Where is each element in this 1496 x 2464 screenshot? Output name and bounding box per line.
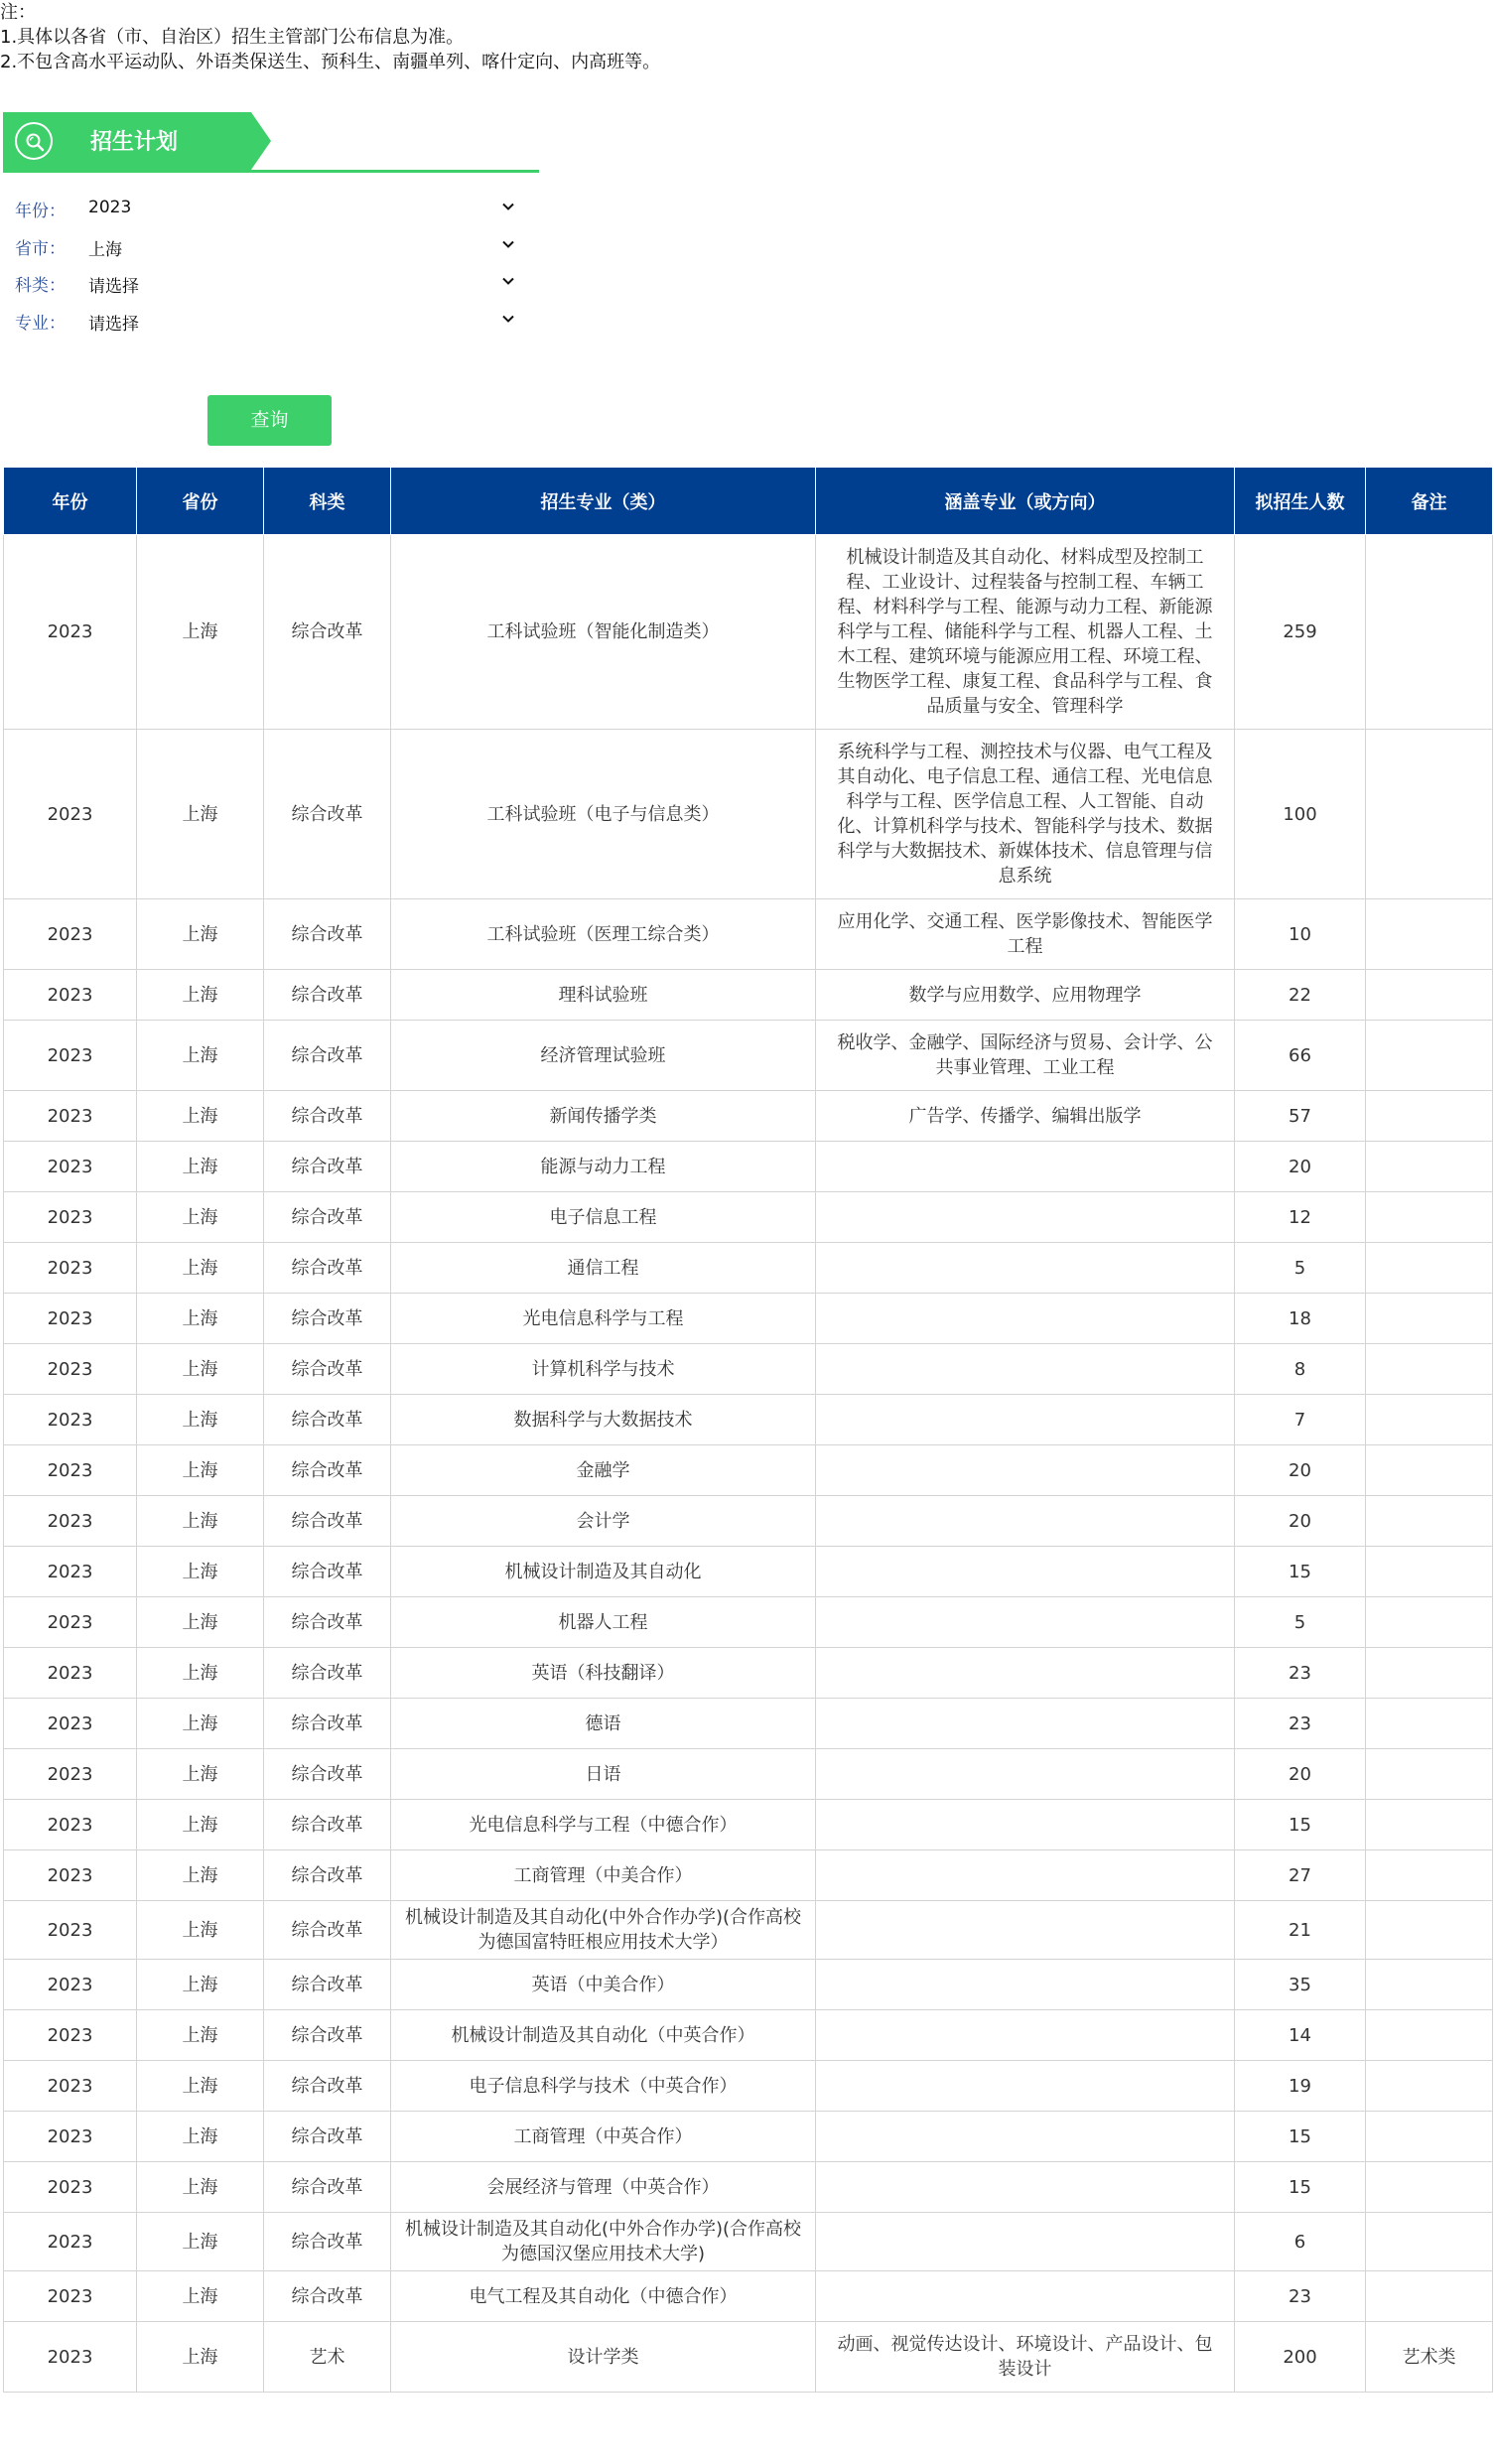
category-select[interactable] — [88, 266, 525, 298]
cell-year: 2023 — [4, 1243, 137, 1294]
cell-covered-majors — [816, 1547, 1235, 1597]
cell-province: 上海 — [137, 1496, 264, 1547]
table-row — [4, 1445, 1493, 1496]
cell-province: 上海 — [137, 535, 264, 730]
cell-planned-count: 27 — [1235, 1850, 1366, 1901]
cell-covered-majors — [816, 1445, 1235, 1496]
table-row — [4, 2112, 1493, 2162]
cell-province: 上海 — [137, 1800, 264, 1850]
cell-province: 上海 — [137, 1142, 264, 1192]
cell-covered-majors: 动画、视觉传达设计、环境设计、产品设计、包装设计 — [816, 2322, 1235, 2393]
table-row — [4, 2213, 1493, 2271]
cell-remarks — [1366, 1850, 1493, 1901]
filter-major-label: 专业： — [15, 314, 66, 334]
cell-planned-count: 10 — [1235, 899, 1366, 970]
notes-line-1: 1.具体以各省（市、自治区）招生主管部门公布信息为准。 — [0, 27, 465, 48]
cell-category: 综合改革 — [264, 1021, 391, 1091]
cell-covered-majors: 税收学、金融学、国际经济与贸易、会计学、公共事业管理、工业工程 — [816, 1021, 1235, 1091]
cell-major: 会展经济与管理（中英合作） — [391, 2162, 816, 2213]
table-row — [4, 1192, 1493, 1243]
cell-year: 2023 — [4, 1344, 137, 1395]
cell-covered-majors — [816, 1243, 1235, 1294]
cell-category: 综合改革 — [264, 1496, 391, 1547]
cell-remarks — [1366, 535, 1493, 730]
cell-covered-majors: 应用化学、交通工程、医学影像技术、智能医学工程 — [816, 899, 1235, 970]
cell-covered-majors — [816, 2061, 1235, 2112]
cell-covered-majors: 机械设计制造及其自动化、材料成型及控制工程、工业设计、过程装备与控制工程、车辆工程、材料科学与工程、能源与动力工程、新能源科学与工程、储能科学与工程、机器人工程、土木工程、建筑环境与能源应用工程、环境工程、生物医学工程、康复工程、食品科学与工程、食品质量与安全、管理科学 — [816, 535, 1235, 730]
cell-remarks — [1366, 1648, 1493, 1699]
cell-major: 机械设计制造及其自动化(中外合作办学)(合作高校为德国汉堡应用技术大学) — [391, 2213, 816, 2271]
cell-year: 2023 — [4, 1395, 137, 1445]
cell-year: 2023 — [4, 2061, 137, 2112]
cell-major: 工科试验班（医理工综合类） — [391, 899, 816, 970]
cell-year: 2023 — [4, 1496, 137, 1547]
cell-category: 综合改革 — [264, 1850, 391, 1901]
cell-year: 2023 — [4, 1960, 137, 2010]
cell-province: 上海 — [137, 1960, 264, 2010]
cell-category: 综合改革 — [264, 2271, 391, 2322]
cell-year: 2023 — [4, 1597, 137, 1648]
cell-year: 2023 — [4, 2112, 137, 2162]
cell-remarks — [1366, 2271, 1493, 2322]
cell-year: 2023 — [4, 1547, 137, 1597]
province-select-value: 上海 — [88, 240, 122, 260]
cell-category: 综合改革 — [264, 1749, 391, 1800]
cell-year: 2023 — [4, 1850, 137, 1901]
cell-category: 综合改革 — [264, 1547, 391, 1597]
cell-major: 光电信息科学与工程（中德合作） — [391, 1800, 816, 1850]
cell-planned-count: 23 — [1235, 1648, 1366, 1699]
cell-covered-majors — [816, 2213, 1235, 2271]
cell-remarks — [1366, 1142, 1493, 1192]
cell-remarks — [1366, 1597, 1493, 1648]
chevron-down-icon — [500, 199, 516, 214]
cell-province: 上海 — [137, 2162, 264, 2213]
cell-province: 上海 — [137, 1699, 264, 1749]
cell-major: 电子信息工程 — [391, 1192, 816, 1243]
plan-header — [3, 112, 539, 175]
cell-planned-count: 15 — [1235, 1547, 1366, 1597]
table-row — [4, 1800, 1493, 1850]
cell-category: 综合改革 — [264, 535, 391, 730]
filter-year — [15, 192, 511, 223]
table-row — [4, 1091, 1493, 1142]
cell-remarks — [1366, 1445, 1493, 1496]
chevron-down-icon — [500, 236, 516, 252]
notes-line-2: 2.不包含高水平运动队、外语类保送生、预科生、南疆单列、喀什定向、内高班等。 — [0, 52, 661, 72]
cell-remarks — [1366, 1496, 1493, 1547]
admission-plan-table — [3, 467, 1493, 2393]
major-select[interactable] — [88, 304, 525, 336]
cell-remarks — [1366, 2213, 1493, 2271]
cell-major: 英语（中美合作） — [391, 1960, 816, 2010]
cell-category: 综合改革 — [264, 1294, 391, 1344]
cell-year: 2023 — [4, 2271, 137, 2322]
year-select-value: 2023 — [88, 198, 132, 217]
cell-category: 综合改革 — [264, 1344, 391, 1395]
header-province: 省份 — [137, 468, 264, 535]
cell-planned-count: 259 — [1235, 535, 1366, 730]
cell-category: 艺术 — [264, 2322, 391, 2393]
cell-remarks — [1366, 1699, 1493, 1749]
table-row — [4, 2162, 1493, 2213]
cell-planned-count: 14 — [1235, 2010, 1366, 2061]
cell-remarks — [1366, 1395, 1493, 1445]
cell-remarks — [1366, 1344, 1493, 1395]
cell-year: 2023 — [4, 2010, 137, 2061]
cell-major: 理科试验班 — [391, 970, 816, 1021]
cell-category: 综合改革 — [264, 970, 391, 1021]
cell-planned-count: 15 — [1235, 1800, 1366, 1850]
cell-major: 工科试验班（智能化制造类） — [391, 535, 816, 730]
table-row — [4, 1901, 1493, 1960]
cell-province: 上海 — [137, 2010, 264, 2061]
cell-remarks: 艺术类 — [1366, 2322, 1493, 2393]
cell-planned-count: 8 — [1235, 1344, 1366, 1395]
cell-covered-majors — [816, 1901, 1235, 1960]
cell-covered-majors — [816, 1192, 1235, 1243]
cell-category: 综合改革 — [264, 1243, 391, 1294]
major-select-value: 请选择 — [88, 315, 139, 335]
table-row — [4, 1395, 1493, 1445]
cell-major: 机器人工程 — [391, 1597, 816, 1648]
cell-planned-count: 20 — [1235, 1142, 1366, 1192]
table-row — [4, 1294, 1493, 1344]
table-row — [4, 1648, 1493, 1699]
cell-province: 上海 — [137, 1597, 264, 1648]
table-row — [4, 535, 1493, 730]
cell-year: 2023 — [4, 1021, 137, 1091]
cell-remarks — [1366, 1547, 1493, 1597]
cell-year: 2023 — [4, 1091, 137, 1142]
cell-covered-majors — [816, 1597, 1235, 1648]
table-row — [4, 1850, 1493, 1901]
cell-year: 2023 — [4, 2162, 137, 2213]
cell-province: 上海 — [137, 1091, 264, 1142]
cell-year: 2023 — [4, 1445, 137, 1496]
cell-province: 上海 — [137, 730, 264, 899]
cell-planned-count: 7 — [1235, 1395, 1366, 1445]
cell-covered-majors — [816, 1699, 1235, 1749]
cell-category: 综合改革 — [264, 1445, 391, 1496]
cell-province: 上海 — [137, 1749, 264, 1800]
table-row — [4, 2322, 1493, 2393]
table-row — [4, 2010, 1493, 2061]
cell-planned-count: 66 — [1235, 1021, 1366, 1091]
cell-category: 综合改革 — [264, 1648, 391, 1699]
table-row — [4, 1699, 1493, 1749]
cell-category: 综合改革 — [264, 1091, 391, 1142]
table-row — [4, 730, 1493, 899]
query-button[interactable]: 查询 — [207, 395, 332, 446]
filter-category-label: 科类： — [15, 276, 66, 296]
cell-province: 上海 — [137, 1648, 264, 1699]
search-icon — [15, 122, 53, 160]
cell-planned-count: 21 — [1235, 1901, 1366, 1960]
cell-covered-majors — [816, 1850, 1235, 1901]
cell-province: 上海 — [137, 2061, 264, 2112]
cell-planned-count: 23 — [1235, 1699, 1366, 1749]
filter-province — [15, 229, 511, 261]
cell-year: 2023 — [4, 2322, 137, 2393]
cell-covered-majors — [816, 1496, 1235, 1547]
cell-province: 上海 — [137, 1850, 264, 1901]
cell-year: 2023 — [4, 1901, 137, 1960]
table-row — [4, 1344, 1493, 1395]
table-header-row — [4, 468, 1493, 535]
cell-planned-count: 6 — [1235, 2213, 1366, 2271]
cell-year: 2023 — [4, 1749, 137, 1800]
filter-province-label: 省市： — [15, 239, 66, 259]
cell-covered-majors — [816, 1294, 1235, 1344]
table-row — [4, 1243, 1493, 1294]
cell-category: 综合改革 — [264, 1901, 391, 1960]
cell-province: 上海 — [137, 2271, 264, 2322]
cell-category: 综合改革 — [264, 730, 391, 899]
cell-year: 2023 — [4, 1192, 137, 1243]
cell-category: 综合改革 — [264, 1597, 391, 1648]
cell-province: 上海 — [137, 1901, 264, 1960]
cell-category: 综合改革 — [264, 2213, 391, 2271]
cell-remarks — [1366, 1243, 1493, 1294]
cell-province: 上海 — [137, 970, 264, 1021]
cell-covered-majors — [816, 1395, 1235, 1445]
cell-category: 综合改革 — [264, 1142, 391, 1192]
cell-year: 2023 — [4, 899, 137, 970]
cell-major: 能源与动力工程 — [391, 1142, 816, 1192]
cell-year: 2023 — [4, 1142, 137, 1192]
cell-major: 英语（科技翻译） — [391, 1648, 816, 1699]
cell-major: 设计学类 — [391, 2322, 816, 2393]
filter-year-label: 年份： — [15, 202, 66, 221]
table-row — [4, 1597, 1493, 1648]
cell-covered-majors — [816, 2271, 1235, 2322]
header-year: 年份 — [4, 468, 137, 535]
cell-major: 机械设计制造及其自动化(中外合作办学)(合作高校为德国富特旺根应用技术大学） — [391, 1901, 816, 1960]
cell-remarks — [1366, 1091, 1493, 1142]
cell-province: 上海 — [137, 1395, 264, 1445]
cell-remarks — [1366, 899, 1493, 970]
filter-category — [15, 266, 511, 298]
table-row — [4, 1496, 1493, 1547]
cell-category: 综合改革 — [264, 1800, 391, 1850]
table-row — [4, 1960, 1493, 2010]
header-covered-majors: 涵盖专业（或方向） — [816, 468, 1235, 535]
cell-province: 上海 — [137, 1192, 264, 1243]
header-remarks: 备注 — [1366, 468, 1493, 535]
cell-remarks — [1366, 1294, 1493, 1344]
plan-title: 招生计划 — [90, 130, 179, 155]
cell-major: 工科试验班（电子与信息类） — [391, 730, 816, 899]
cell-remarks — [1366, 1021, 1493, 1091]
cell-covered-majors — [816, 1142, 1235, 1192]
cell-remarks — [1366, 2061, 1493, 2112]
cell-year: 2023 — [4, 970, 137, 1021]
cell-covered-majors — [816, 1648, 1235, 1699]
plan-underline — [3, 170, 539, 173]
cell-category: 综合改革 — [264, 2162, 391, 2213]
table-row — [4, 1547, 1493, 1597]
cell-province: 上海 — [137, 2112, 264, 2162]
header-category: 科类 — [264, 468, 391, 535]
cell-remarks — [1366, 1901, 1493, 1960]
table-row — [4, 2271, 1493, 2322]
cell-province: 上海 — [137, 1547, 264, 1597]
cell-planned-count: 20 — [1235, 1445, 1366, 1496]
cell-province: 上海 — [137, 1344, 264, 1395]
cell-planned-count: 19 — [1235, 2061, 1366, 2112]
category-select-value: 请选择 — [88, 277, 139, 297]
cell-major: 机械设计制造及其自动化（中英合作） — [391, 2010, 816, 2061]
cell-major: 新闻传播学类 — [391, 1091, 816, 1142]
cell-category: 综合改革 — [264, 899, 391, 970]
cell-planned-count: 57 — [1235, 1091, 1366, 1142]
cell-remarks — [1366, 2112, 1493, 2162]
table-row — [4, 1749, 1493, 1800]
cell-covered-majors — [816, 2162, 1235, 2213]
table-row — [4, 899, 1493, 970]
notes-title: 注： — [0, 2, 36, 23]
cell-major: 通信工程 — [391, 1243, 816, 1294]
cell-remarks — [1366, 1800, 1493, 1850]
cell-province: 上海 — [137, 2322, 264, 2393]
cell-planned-count: 15 — [1235, 2162, 1366, 2213]
cell-planned-count: 35 — [1235, 1960, 1366, 2010]
cell-planned-count: 22 — [1235, 970, 1366, 1021]
cell-major: 工商管理（中美合作） — [391, 1850, 816, 1901]
cell-year: 2023 — [4, 535, 137, 730]
cell-covered-majors — [816, 1800, 1235, 1850]
cell-category: 综合改革 — [264, 2010, 391, 2061]
chevron-down-icon — [500, 311, 516, 327]
cell-major: 会计学 — [391, 1496, 816, 1547]
cell-planned-count: 15 — [1235, 2112, 1366, 2162]
cell-province: 上海 — [137, 899, 264, 970]
cell-covered-majors: 广告学、传播学、编辑出版学 — [816, 1091, 1235, 1142]
cell-planned-count: 5 — [1235, 1243, 1366, 1294]
cell-planned-count: 20 — [1235, 1496, 1366, 1547]
cell-category: 综合改革 — [264, 2061, 391, 2112]
cell-covered-majors — [816, 2112, 1235, 2162]
cell-province: 上海 — [137, 2213, 264, 2271]
cell-planned-count: 100 — [1235, 730, 1366, 899]
table-row — [4, 970, 1493, 1021]
cell-remarks — [1366, 970, 1493, 1021]
cell-major: 电子信息科学与技术（中英合作） — [391, 2061, 816, 2112]
cell-covered-majors — [816, 1344, 1235, 1395]
cell-category: 综合改革 — [264, 1960, 391, 2010]
cell-remarks — [1366, 1749, 1493, 1800]
cell-remarks — [1366, 2010, 1493, 2061]
cell-remarks — [1366, 2162, 1493, 2213]
notes — [0, 0, 660, 74]
cell-remarks — [1366, 1192, 1493, 1243]
cell-category: 综合改革 — [264, 1192, 391, 1243]
cell-planned-count: 5 — [1235, 1597, 1366, 1648]
cell-province: 上海 — [137, 1021, 264, 1091]
header-planned-count: 拟招生人数 — [1235, 468, 1366, 535]
cell-planned-count: 12 — [1235, 1192, 1366, 1243]
cell-year: 2023 — [4, 1648, 137, 1699]
table-row — [4, 1142, 1493, 1192]
cell-planned-count: 23 — [1235, 2271, 1366, 2322]
cell-category: 综合改革 — [264, 1699, 391, 1749]
table-row — [4, 2061, 1493, 2112]
cell-year: 2023 — [4, 2213, 137, 2271]
filter-major — [15, 304, 511, 336]
cell-year: 2023 — [4, 1699, 137, 1749]
cell-major: 金融学 — [391, 1445, 816, 1496]
cell-major: 光电信息科学与工程 — [391, 1294, 816, 1344]
cell-covered-majors — [816, 1960, 1235, 2010]
cell-remarks — [1366, 1960, 1493, 2010]
cell-covered-majors — [816, 2010, 1235, 2061]
cell-year: 2023 — [4, 1800, 137, 1850]
header-major: 招生专业（类） — [391, 468, 816, 535]
cell-province: 上海 — [137, 1243, 264, 1294]
cell-covered-majors: 数学与应用数学、应用物理学 — [816, 970, 1235, 1021]
cell-major: 日语 — [391, 1749, 816, 1800]
cell-remarks — [1366, 730, 1493, 899]
chevron-down-icon — [500, 273, 516, 289]
cell-category: 综合改革 — [264, 1395, 391, 1445]
cell-major: 机械设计制造及其自动化 — [391, 1547, 816, 1597]
cell-planned-count: 20 — [1235, 1749, 1366, 1800]
cell-planned-count: 18 — [1235, 1294, 1366, 1344]
cell-major: 经济管理试验班 — [391, 1021, 816, 1091]
cell-major: 工商管理（中英合作） — [391, 2112, 816, 2162]
cell-major: 电气工程及其自动化（中德合作） — [391, 2271, 816, 2322]
cell-province: 上海 — [137, 1294, 264, 1344]
cell-year: 2023 — [4, 730, 137, 899]
cell-planned-count: 200 — [1235, 2322, 1366, 2393]
table-row — [4, 1021, 1493, 1091]
cell-province: 上海 — [137, 1445, 264, 1496]
cell-major: 数据科学与大数据技术 — [391, 1395, 816, 1445]
year-select[interactable] — [88, 192, 525, 223]
province-select[interactable] — [88, 229, 525, 261]
cell-year: 2023 — [4, 1294, 137, 1344]
cell-covered-majors — [816, 1749, 1235, 1800]
cell-major: 计算机科学与技术 — [391, 1344, 816, 1395]
cell-covered-majors: 系统科学与工程、测控技术与仪器、电气工程及其自动化、电子信息工程、通信工程、光电信息科学与工程、医学信息工程、人工智能、自动化、计算机科学与技术、智能科学与技术、数据科学与大数据技术、新媒体技术、信息管理与信息系统 — [816, 730, 1235, 899]
cell-major: 德语 — [391, 1699, 816, 1749]
cell-category: 综合改革 — [264, 2112, 391, 2162]
